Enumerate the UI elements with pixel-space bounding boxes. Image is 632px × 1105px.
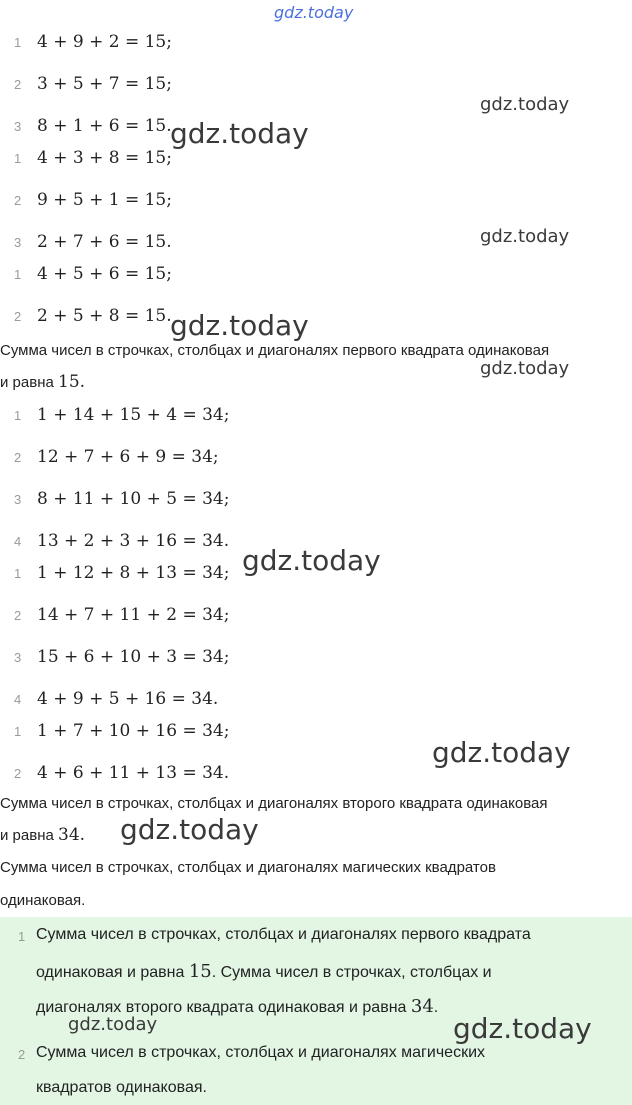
equation: 9 + 5 + 1 = 15; [37, 190, 172, 210]
equation: 4 + 3 + 8 = 15; [37, 148, 172, 168]
watermark: gdz.today [480, 94, 570, 115]
equation: 8 + 11 + 10 + 5 = 34; [37, 489, 230, 509]
top-watermark: gdz.today [274, 3, 354, 22]
line-number: 1 [14, 267, 22, 282]
equation: 2 + 5 + 8 = 15. [37, 306, 172, 326]
watermark: gdz.today [120, 813, 259, 846]
equation: 8 + 1 + 6 = 15. [37, 116, 172, 136]
line-number: 1 [14, 724, 22, 739]
equation: 1 + 7 + 10 + 16 = 34; [37, 721, 230, 741]
equation: 4 + 5 + 6 = 15; [37, 264, 172, 284]
line-number: 3 [14, 650, 22, 665]
equation: 4 + 9 + 2 = 15; [37, 32, 172, 52]
summary-first-square-line1: Сумма чисел в строчках, столбцах и диагоналях первого квадрата одинаковая [0, 342, 550, 359]
summary-second-square-line1: Сумма чисел в строчках, столбцах и диагоналях второго квадрата одинаковая [0, 795, 548, 812]
equation: 1 + 14 + 15 + 4 = 34; [37, 405, 230, 425]
line-number: 1 [14, 566, 22, 581]
equation: 1 + 12 + 8 + 13 = 34; [37, 563, 230, 583]
summary-magic-squares-line2: одинаковая. [0, 892, 86, 909]
summary-magic-squares-line1: Сумма чисел в строчках, столбцах и диагоналях магических квадратов [0, 859, 496, 876]
line-number: 1 [14, 151, 22, 166]
watermark: gdz.today [68, 1014, 158, 1035]
summary-math: 34. [58, 825, 86, 845]
watermark: gdz.today [170, 309, 309, 342]
line-number: 3 [14, 235, 22, 250]
summary-math: 15. [58, 372, 86, 392]
line-number: 2 [14, 450, 22, 465]
answer-2-line2: квадратов одинаковая. [36, 1079, 207, 1096]
watermark: gdz.today [480, 358, 570, 379]
equation: 2 + 7 + 6 = 15. [37, 232, 172, 252]
answer-1-line2 [36, 961, 492, 982]
line-number: 1 [14, 408, 22, 423]
watermark: gdz.today [170, 117, 309, 150]
summary-second-square-line2 [0, 825, 85, 846]
line-number: 2 [14, 193, 22, 208]
answer-2-line1: Сумма чисел в строчках, столбцах и диагоналях магических [36, 1044, 485, 1061]
answer-number: 2 [18, 1047, 26, 1062]
equation: 14 + 7 + 11 + 2 = 34; [37, 605, 230, 625]
equation: 15 + 6 + 10 + 3 = 34; [37, 647, 230, 667]
watermark: gdz.today [480, 226, 570, 247]
line-number: 4 [14, 534, 22, 549]
answer-math: 34 [410, 996, 434, 1017]
equation: 12 + 7 + 6 + 9 = 34; [37, 447, 219, 467]
line-number: 2 [14, 608, 22, 623]
watermark: gdz.today [242, 544, 381, 577]
answer-text: одинаковая и равна [36, 964, 189, 981]
watermark: gdz.today [432, 736, 571, 769]
answer-text: . [433, 999, 439, 1016]
answer-number: 1 [18, 929, 26, 944]
line-number: 4 [14, 692, 22, 707]
answer-text: . Сумма чисел в строчках, столбцах и [211, 964, 492, 981]
line-number: 2 [14, 77, 22, 92]
equation: 13 + 2 + 3 + 16 = 34. [37, 531, 230, 551]
answer-1-line1: Сумма чисел в строчках, столбцах и диагоналях первого квадрата [36, 926, 531, 943]
line-number: 1 [14, 35, 22, 50]
summary-first-square-line2 [0, 372, 85, 393]
line-number: 3 [14, 119, 22, 134]
summary-text: и равна [0, 374, 58, 391]
line-number: 3 [14, 492, 22, 507]
line-number: 2 [14, 766, 22, 781]
answer-text: диагоналях второго квадрата одинаковая и равна [36, 999, 411, 1016]
watermark: gdz.today [453, 1012, 592, 1045]
equation: 3 + 5 + 7 = 15; [37, 74, 172, 94]
equation: 4 + 6 + 11 + 13 = 34. [37, 763, 230, 783]
equation: 4 + 9 + 5 + 16 = 34. [37, 689, 219, 709]
summary-text: и равна [0, 827, 58, 844]
answer-math: 15 [188, 961, 212, 982]
line-number: 2 [14, 309, 22, 324]
